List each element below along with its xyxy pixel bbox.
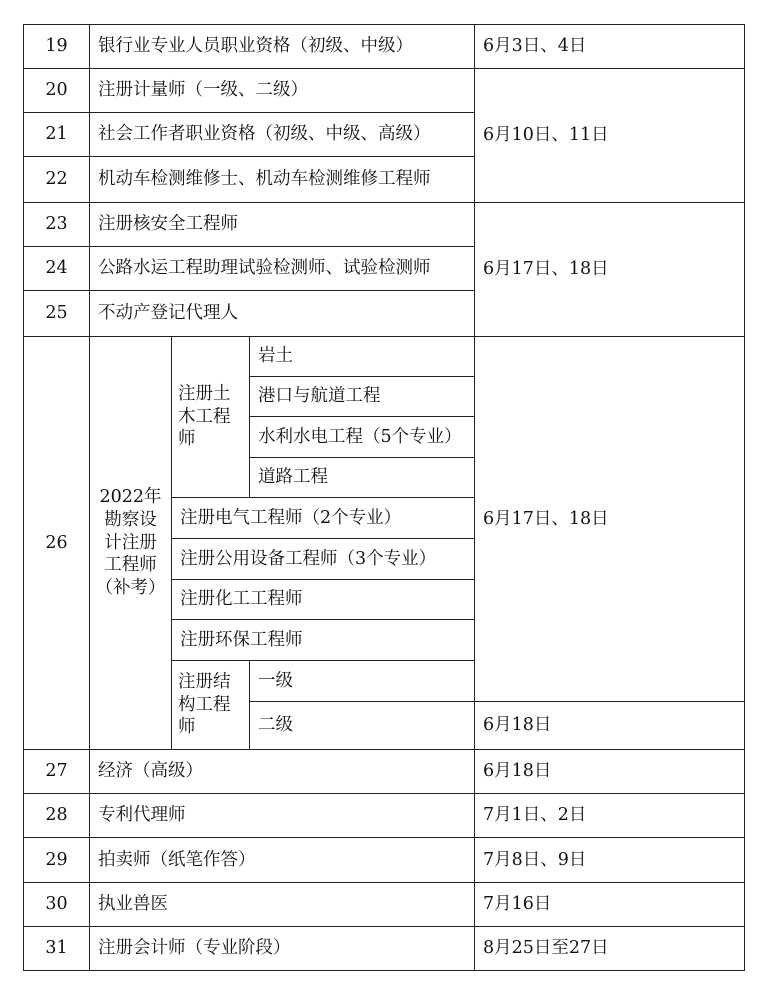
exam-name: 执业兽医 (89, 882, 475, 927)
exam-date: 6月10日、11日 (474, 68, 745, 203)
exam-schedule-table (24, 25, 746, 972)
exam-name: 注册环保工程师 (171, 619, 475, 661)
exam-date: 6月18日 (474, 749, 745, 794)
exam-name: 经济（高级） (89, 749, 475, 794)
exam-date: 6月17日、18日 (474, 336, 745, 702)
exam-name: 注册电气工程师（2个专业） (171, 497, 475, 539)
exam-name: 银行业专业人员职业资格（初级、中级） (89, 24, 475, 69)
row-number: 29 (23, 837, 90, 883)
exam-name: 社会工作者职业资格（初级、中级、高级） (89, 112, 475, 157)
specialty-item: 二级 (249, 701, 475, 750)
exam-name: 注册会计师（专业阶段） (89, 926, 475, 971)
specialty-item: 港口与航道工程 (249, 376, 475, 417)
specialty-item: 岩土 (249, 336, 475, 377)
specialty-item: 一级 (249, 660, 475, 702)
subgroup-label: 注册结 构工程 师 (178, 671, 231, 738)
survey-design-engineer-group (89, 336, 172, 750)
row-number: 25 (23, 290, 90, 337)
row-number: 21 (23, 112, 90, 157)
row-number: 28 (23, 793, 90, 838)
exam-date: 6月17日、18日 (474, 202, 745, 337)
exam-name: 注册公用设备工程师（3个专业） (171, 538, 475, 580)
exam-name: 专利代理师 (89, 793, 475, 838)
exam-date: 7月8日、9日 (474, 837, 745, 883)
exam-date: 7月16日 (474, 882, 745, 927)
row-number: 23 (23, 202, 90, 247)
exam-date: 8月25日至27日 (474, 926, 745, 971)
row-number: 19 (23, 24, 90, 69)
exam-name: 注册计量师（一级、二级） (89, 68, 475, 113)
row-number: 30 (23, 882, 90, 927)
row-number: 20 (23, 68, 90, 113)
exam-name: 公路水运工程助理试验检测师、试验检测师 (89, 246, 475, 291)
exam-name: 不动产登记代理人 (89, 290, 475, 337)
civil-engineer-subgroup (171, 336, 250, 498)
specialty-item: 水利水电工程（5个专业） (249, 416, 475, 458)
row-number: 31 (23, 926, 90, 971)
row-number: 26 (23, 336, 90, 750)
structural-engineer-subgroup (171, 660, 250, 750)
exam-date: 7月1日、2日 (474, 793, 745, 838)
specialty-item: 道路工程 (249, 457, 475, 498)
exam-date: 6月18日 (474, 701, 745, 750)
row-number: 24 (23, 246, 90, 291)
exam-name: 注册化工工程师 (171, 579, 475, 620)
exam-date: 6月3日、4日 (474, 24, 745, 69)
group-title: 2022年 勘察设 计注册 工程师 （补考） (95, 487, 166, 599)
row-number: 22 (23, 156, 90, 203)
exam-name: 机动车检测维修士、机动车检测维修工程师 (89, 156, 475, 203)
subgroup-label: 注册土 木工程 师 (178, 383, 231, 450)
exam-name: 注册核安全工程师 (89, 202, 475, 247)
exam-name: 拍卖师（纸笔作答） (89, 837, 475, 883)
row-number: 27 (23, 749, 90, 794)
